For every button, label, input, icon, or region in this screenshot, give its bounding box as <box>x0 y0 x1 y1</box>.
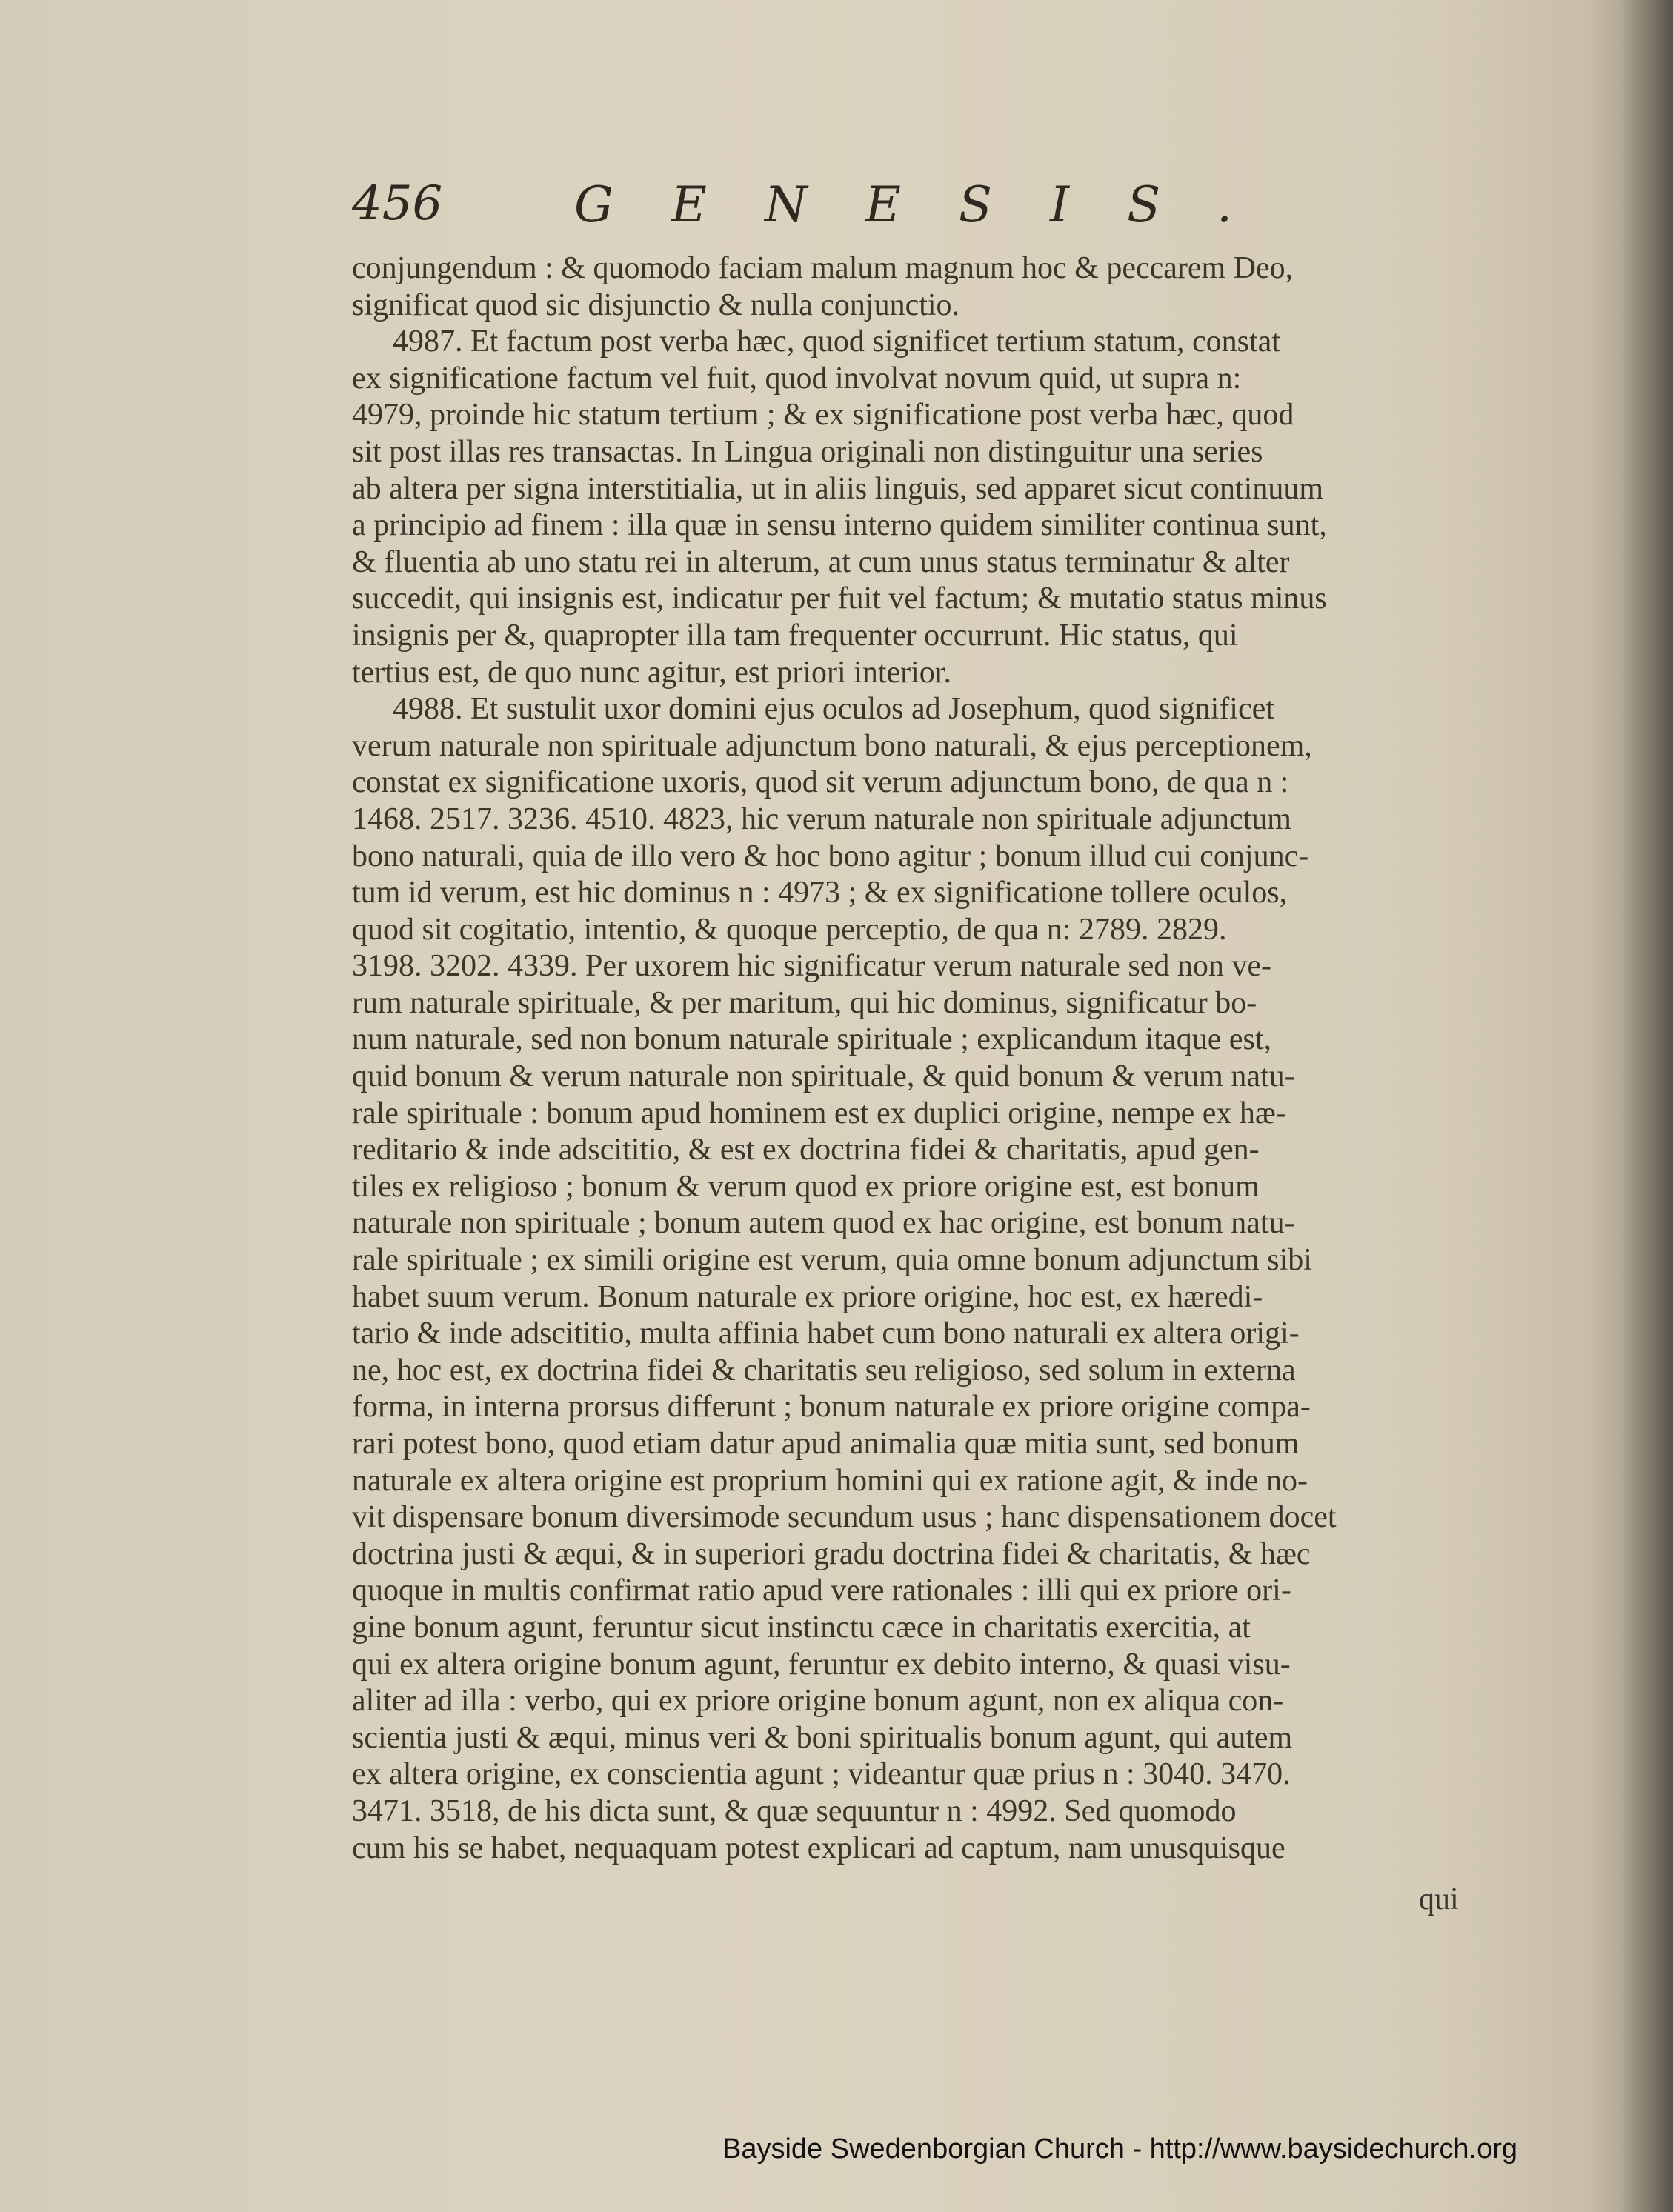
text-line: 4988. Et sustulit uxor domini ejus oculos ad Josephum, quod significet <box>393 692 1274 727</box>
text-line: rale spirituale : bonum apud hominem est ex duplici origine, nempe ex hæ- <box>352 1096 1286 1130</box>
text-line: aliter ad illa : verbo, qui ex priore origine bonum agunt, non ex aliqua con- <box>352 1684 1284 1719</box>
text-line: ne, hoc est, ex doctrina fidei & charitatis seu religioso, sed solum in externa <box>352 1353 1296 1388</box>
text-line: verum naturale non spirituale adjunctum bono naturali, & ejus perceptionem, <box>352 728 1312 763</box>
running-title: GENESIS. <box>574 176 1290 233</box>
text-line: ab altera per signa interstitialia, ut in aliis linguis, sed apparet sicut continuum <box>352 471 1324 506</box>
body-text <box>352 250 1471 1867</box>
text-line: tario & inde adscititio, multa affinia habet cum bono naturali ex altera origi- <box>352 1316 1300 1351</box>
text-line: succedit, qui insignis est, indicatur per fuit vel factum; & mutatio status minus <box>352 582 1327 616</box>
text-line: constat ex significatione uxoris, quod sit verum adjunctum bono, de qua n : <box>352 765 1289 800</box>
text-line: num naturale, sed non bonum naturale spirituale ; explicandum itaque est, <box>352 1022 1271 1057</box>
text-line: quoque in multis confirmat ratio apud vere rationales : illi qui ex priore ori- <box>352 1573 1291 1608</box>
text-line: tertius est, de quo nunc agitur, est priori interior. <box>352 655 951 690</box>
text-line: 3471. 3518, de his dicta sunt, & quæ sequuntur n : 4992. Sed quomodo <box>352 1793 1237 1828</box>
text-line: rale spirituale ; ex simili origine est verum, quia omne bonum adjunctum sibi <box>352 1243 1312 1278</box>
text-line: tum id verum, est hic dominus n : 4973 ; & ex significatione tollere oculos, <box>352 876 1288 910</box>
text-line: ex significatione factum vel fuit, quod involvat novum quid, ut supra n: <box>352 361 1242 396</box>
text-line: doctrina justi & æqui, & in superiori gradu doctrina fidei & charitatis, & hæc <box>352 1536 1311 1571</box>
text-line: vit dispensare bonum diversimode secundum usus ; hanc dispensationem docet <box>352 1500 1337 1535</box>
text-line: 1468. 2517. 3236. 4510. 4823, hic verum naturale non spirituale adjunctum <box>352 802 1291 836</box>
text-line: rari potest bono, quod etiam datur apud animalia quæ mitia sunt, sed bonum <box>352 1427 1300 1461</box>
text-line: forma, in interna prorsus differunt ; bonum naturale ex priore origine compa- <box>352 1390 1311 1425</box>
text-line: 4979, proinde hic statum tertium ; & ex significatione post verba hæc, quod <box>352 398 1294 433</box>
text-line: naturale non spirituale ; bonum autem quod ex hac origine, est bonum natu- <box>352 1206 1295 1241</box>
text-line: bono naturali, quia de illo vero & hoc bono agitur ; bonum illud cui conjunc- <box>352 839 1309 873</box>
page-number: 456 <box>352 176 443 231</box>
catchword: qui <box>1419 1882 1459 1916</box>
text-line: 3198. 3202. 4339. Per uxorem hic significatur verum naturale sed non ve- <box>352 949 1272 984</box>
text-line: cum his se habet, nequaquam potest explicari ad captum, nam unusquisque <box>352 1830 1285 1865</box>
text-line: rum naturale spirituale, & per maritum, qui hic dominus, significatur bo- <box>352 985 1257 1020</box>
text-line: ex altera origine, ex conscientia agunt ; videantur quæ prius n : 3040. 3470. <box>352 1757 1291 1792</box>
text-line: scientia justi & æqui, minus veri & boni spiritualis bonum agunt, qui autem <box>352 1720 1293 1755</box>
text-line: & fluentia ab uno statu rei in alterum, at cum unus status terminatur & alter <box>352 544 1290 579</box>
text-line: conjungendum : & quomodo faciam malum magnum hoc & peccarem Deo, <box>352 251 1294 285</box>
text-line: 4987. Et factum post verba hæc, quod significet tertium statum, constat <box>393 324 1280 359</box>
text-line: a principio ad finem : illa quæ in sensu interno quidem similiter continua sunt, <box>352 508 1327 543</box>
text-line: insignis per &, quapropter illa tam frequenter occurrunt. Hic status, qui <box>352 618 1238 653</box>
text-line: tiles ex religioso ; bonum & verum quod ex priore origine est, est bonum <box>352 1169 1260 1204</box>
text-line: habet suum verum. Bonum naturale ex priore origine, hoc est, ex hæredi- <box>352 1279 1263 1314</box>
text-line: sit post illas res transactas. In Lingua originali non distinguitur una series <box>352 434 1263 469</box>
site-watermark: Bayside Swedenborgian Church - http://www.baysidechurch.org <box>722 2133 1518 2165</box>
text-line: quod sit cogitatio, intentio, & quoque perceptio, de qua n: 2789. 2829. <box>352 912 1227 947</box>
page-spine-shadow <box>1621 0 1673 2212</box>
text-line: qui ex altera origine bonum agunt, feruntur ex debito interno, & quasi visu- <box>352 1647 1291 1682</box>
page-header <box>352 176 1290 243</box>
text-line: gine bonum agunt, feruntur sicut instinctu cæce in charitatis exercitia, at <box>352 1610 1251 1645</box>
text-line: reditario & inde adscititio, & est ex doctrina fidei & charitatis, apud gen- <box>352 1133 1260 1167</box>
text-line: significat quod sic disjunctio & nulla conjunctio. <box>352 287 960 322</box>
text-line: quid bonum & verum naturale non spirituale, & quid bonum & verum natu- <box>352 1059 1295 1094</box>
text-line: naturale ex altera origine est proprium homini qui ex ratione agit, & inde no- <box>352 1463 1308 1498</box>
